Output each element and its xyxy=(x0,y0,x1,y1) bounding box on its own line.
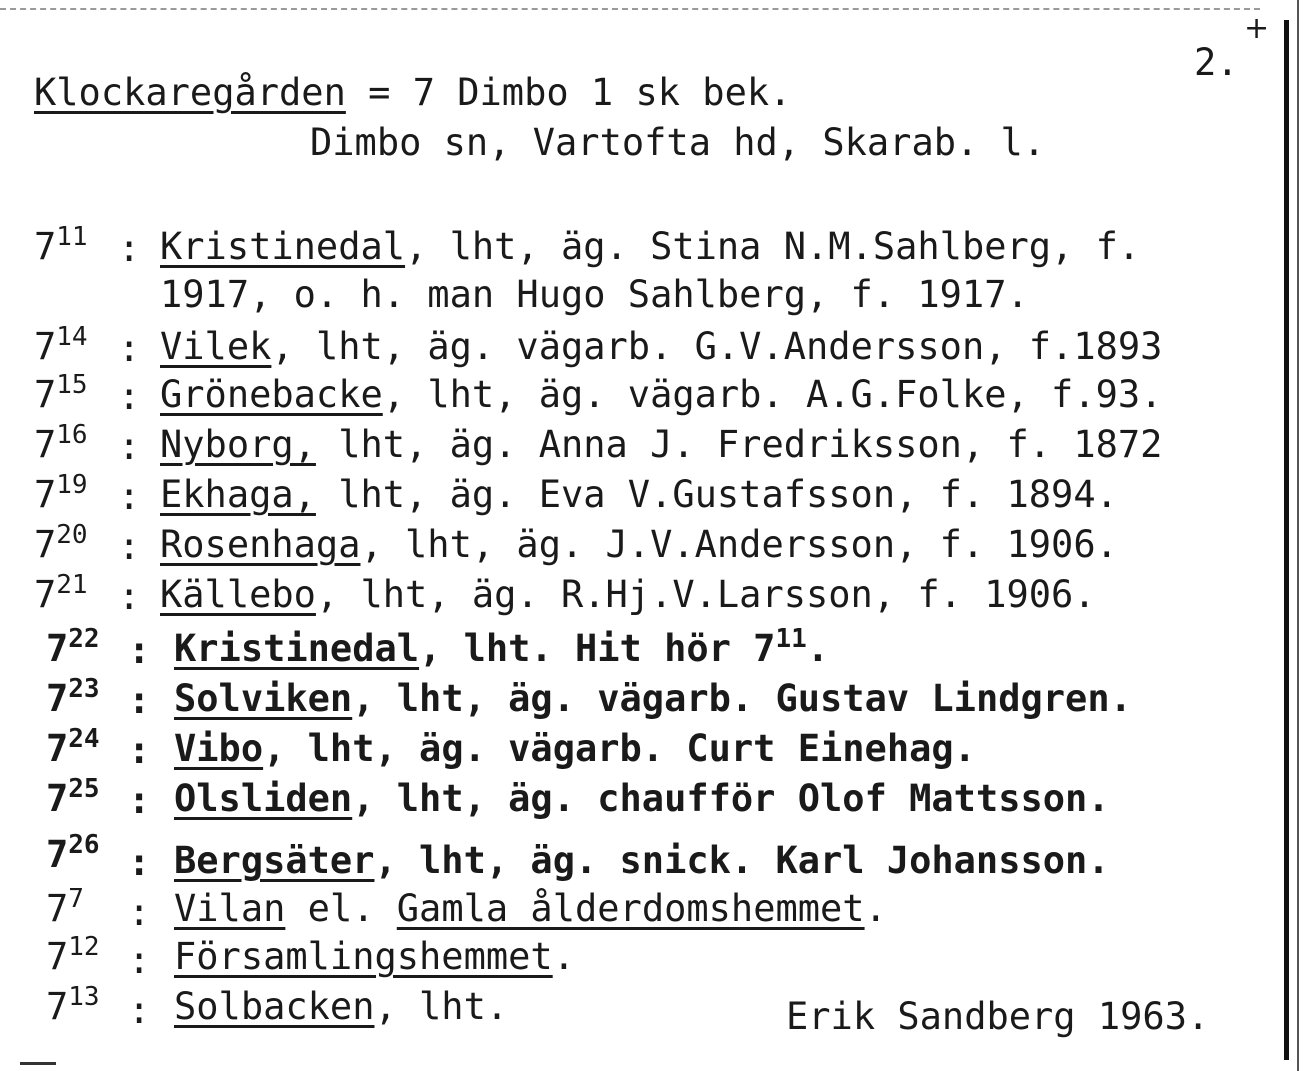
place-name: Solbacken xyxy=(174,985,375,1028)
entry-number: $7^{24}$ xyxy=(46,724,100,770)
place-name: Källebo xyxy=(160,573,316,616)
page-number: 2. xyxy=(1194,41,1239,84)
entry-number: $7^{15}$ xyxy=(34,370,88,416)
entry-details: lht, äg. Eva V.Gustafsson, f. 1894. xyxy=(315,473,1118,516)
entry-colon: : xyxy=(128,729,151,772)
entry-details: . xyxy=(552,935,575,978)
entry-colon: : xyxy=(118,475,141,518)
entry-text xyxy=(174,839,1110,882)
entry-colon: : xyxy=(118,525,141,568)
entry-colon: : xyxy=(128,841,151,884)
entry-number: $7^7$ xyxy=(46,884,84,930)
entry-text xyxy=(160,325,1163,368)
entry-text xyxy=(174,624,830,670)
entry-details: , lht, äg. vägarb. Curt Einehag. xyxy=(263,727,976,770)
entry-number: $7^{14}$ xyxy=(34,322,88,368)
entry-continuation: 1917, o. h. man Hugo Sahlberg, f. 1917. xyxy=(160,273,1029,316)
entry-number: $7^{11}$ xyxy=(34,222,88,268)
entry-number: $7^{19}$ xyxy=(34,470,88,516)
place-name: Bergsäter xyxy=(174,839,375,882)
entry-reference-sup: 11 xyxy=(775,624,807,654)
card-top-edge xyxy=(0,8,1260,10)
entry-colon: : xyxy=(128,779,151,822)
place-name-alt: Gamla ålderdomshemmet xyxy=(396,887,865,930)
entry-details-end: . xyxy=(806,627,830,670)
entry-details: , lht. xyxy=(374,985,509,1028)
entry-text xyxy=(160,225,1141,268)
entry-text xyxy=(174,985,509,1028)
place-name: Församlingshemmet xyxy=(174,935,553,978)
entry-details: , lht, äg. chaufför Olof Mattsson. xyxy=(352,777,1110,820)
entry-text xyxy=(174,677,1132,720)
entry-text xyxy=(160,523,1118,566)
entry-details: , lht, äg. vägarb. A.G.Folke, f.93. xyxy=(382,373,1163,416)
place-name: Ekhaga, xyxy=(160,473,316,516)
entry-number: $7^{21}$ xyxy=(34,570,88,616)
entry-colon: : xyxy=(118,227,141,270)
entry-colon: : xyxy=(128,989,151,1032)
entry-colon: : xyxy=(128,939,151,982)
place-name: Vibo xyxy=(174,727,264,770)
place-name: Vilan xyxy=(174,887,286,930)
entry-details: , lht, äg. vägarb. G.V.Andersson, f.1893 xyxy=(271,325,1163,368)
entry-number: $7^{25}$ xyxy=(46,774,100,820)
bottom-edge-mark xyxy=(20,1062,56,1065)
entry-number: $7^{20}$ xyxy=(34,520,88,566)
entry-number: $7^{26}$ xyxy=(46,830,100,876)
entry-text xyxy=(160,573,1096,616)
entry-number: $7^{13}$ xyxy=(46,982,100,1028)
entry-colon: : xyxy=(128,891,151,934)
entry-details: , lht, äg. vägarb. Gustav Lindgren. xyxy=(352,677,1132,720)
author-signature: Erik Sandberg 1963. xyxy=(786,995,1210,1038)
entry-details: , lht. Hit hör 7 xyxy=(419,627,776,670)
entry-text xyxy=(174,887,887,930)
entry-colon: : xyxy=(118,425,141,468)
entry-details: , lht, äg. J.V.Andersson, f. 1906. xyxy=(360,523,1118,566)
entry-colon: : xyxy=(118,327,141,370)
entry-details-end: . xyxy=(864,887,887,930)
entry-number: $7^{16}$ xyxy=(34,420,88,466)
entry-colon: : xyxy=(118,575,141,618)
entry-number: $7^{22}$ xyxy=(46,624,100,670)
entry-number: $7^{23}$ xyxy=(46,674,100,720)
header-title-suffix: = 7 Dimbo 1 sk bek. xyxy=(345,71,792,114)
entry-text xyxy=(174,727,976,770)
card-right-edge xyxy=(1284,20,1289,1060)
entry-details: , lht, äg. snick. Karl Johansson. xyxy=(374,839,1110,882)
entry-text xyxy=(174,935,575,978)
entry-text xyxy=(160,373,1163,416)
entry-colon: : xyxy=(128,679,151,722)
place-name: Nyborg, xyxy=(160,423,316,466)
entry-text xyxy=(160,423,1163,466)
entry-text xyxy=(174,777,1110,820)
entry-colon: : xyxy=(118,375,141,418)
card-right-edge-outer xyxy=(1297,0,1299,1071)
entry-details: , lht, äg. Stina N.M.Sahlberg, f. xyxy=(405,225,1141,268)
entry-details: lht, äg. Anna J. Fredriksson, f. 1872 xyxy=(315,423,1163,466)
corner-cross-mark: + xyxy=(1244,11,1270,46)
place-name: Olsliden xyxy=(174,777,353,820)
entry-details: el. xyxy=(285,887,397,930)
header-title: Klockaregården xyxy=(34,71,346,114)
entry-colon: : xyxy=(128,629,151,672)
place-name: Grönebacke xyxy=(160,373,383,416)
place-name: Kristinedal xyxy=(160,225,406,268)
place-name: Kristinedal xyxy=(174,627,420,670)
place-name: Solviken xyxy=(174,677,353,720)
entry-text xyxy=(160,473,1118,516)
header-line xyxy=(34,71,792,114)
place-name: Rosenhaga xyxy=(160,523,361,566)
entry-details: , lht, äg. R.Hj.V.Larsson, f. 1906. xyxy=(315,573,1096,616)
header-location: Dimbo sn, Vartofta hd, Skarab. l. xyxy=(310,121,1046,164)
place-name: Vilek xyxy=(160,325,272,368)
entry-number: $7^{12}$ xyxy=(46,932,100,978)
